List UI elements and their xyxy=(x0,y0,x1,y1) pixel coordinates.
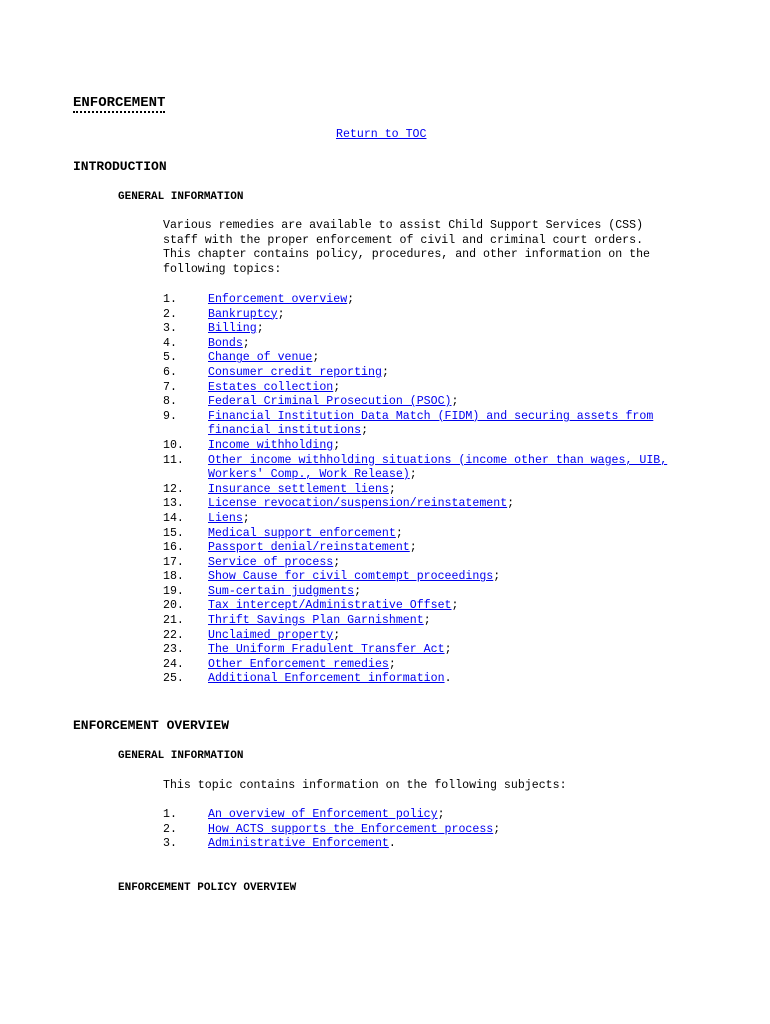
list-item xyxy=(163,483,698,498)
document-title: ENFORCEMENT xyxy=(73,95,166,111)
list-item-punctuation: ; xyxy=(388,482,396,496)
list-item xyxy=(163,439,698,454)
list-item xyxy=(163,308,698,323)
subjects-list xyxy=(163,808,698,852)
topic-link[interactable]: Additional Enforcement information xyxy=(208,672,445,686)
list-item-punctuation: ; xyxy=(451,599,459,613)
list-item-number: 7. xyxy=(163,380,177,394)
topic-link[interactable]: Financial Institution Data Match (FIDM) and securing assets from financial institutions xyxy=(208,409,654,438)
list-item-punctuation: . xyxy=(388,837,396,851)
topic-link[interactable]: Service of process xyxy=(208,555,334,569)
list-item-punctuation: ; xyxy=(333,555,341,569)
topic-link[interactable]: Federal Criminal Prosecution (PSOC) xyxy=(208,395,452,409)
list-item-number: 16. xyxy=(163,541,184,555)
list-item-punctuation: ; xyxy=(493,822,501,836)
list-item-punctuation: ; xyxy=(437,808,445,821)
list-item-punctuation: ; xyxy=(333,380,341,394)
list-item xyxy=(163,556,698,571)
topic-link[interactable]: Billing xyxy=(208,322,257,336)
topics-list xyxy=(163,293,698,687)
list-item-punctuation: ; xyxy=(333,438,341,452)
list-item xyxy=(163,337,698,352)
list-item xyxy=(163,629,698,644)
topic-link[interactable]: Bankruptcy xyxy=(208,307,278,321)
list-item xyxy=(163,351,698,366)
list-item-punctuation: ; xyxy=(388,657,396,671)
list-item-number: 19. xyxy=(163,584,184,598)
list-item-punctuation: ; xyxy=(242,511,250,525)
list-item xyxy=(163,643,698,658)
list-item-number: 23. xyxy=(163,643,184,657)
topic-link[interactable]: Thrift Savings Plan Garnishment xyxy=(208,614,424,628)
list-item-punctuation: ; xyxy=(451,395,459,409)
topic-link[interactable]: Other Enforcement remedies xyxy=(208,657,389,671)
list-item xyxy=(163,410,698,439)
list-item-number: 18. xyxy=(163,570,184,584)
topic-link[interactable]: Administrative Enforcement xyxy=(208,837,389,851)
topic-link[interactable]: Insurance settlement liens xyxy=(208,482,389,496)
topic-link[interactable]: Liens xyxy=(208,511,243,525)
list-item-punctuation: ; xyxy=(347,293,355,306)
list-item-punctuation: ; xyxy=(333,628,341,642)
topic-link[interactable]: Income withholding xyxy=(208,438,334,452)
list-item xyxy=(163,808,698,823)
list-item xyxy=(163,454,698,483)
list-item-punctuation: ; xyxy=(395,526,403,540)
topic-link[interactable]: The Uniform Fradulent Transfer Act xyxy=(208,643,445,657)
list-item xyxy=(163,585,698,600)
topic-link[interactable]: Bonds xyxy=(208,336,243,350)
intro-paragraph: Various remedies are available to assist Child Support Services (CSS) staff with the proper enforcement of civil and criminal court orders. This chapter contains policy, procedures, and other information on the following topics: xyxy=(163,219,651,276)
topic-link[interactable]: Other income withholding situations (income other than wages, UIB, Workers' Comp., Work Release) xyxy=(208,453,668,482)
overview-paragraph: This topic contains information on the following subjects: xyxy=(163,779,567,792)
list-item xyxy=(163,837,698,852)
list-item-number: 12. xyxy=(163,482,184,496)
list-item-punctuation: ; xyxy=(277,307,285,321)
list-item-punctuation: ; xyxy=(381,365,389,379)
list-item-number: 24. xyxy=(163,657,184,671)
list-item-number: 9. xyxy=(163,409,177,423)
list-item-number: 3. xyxy=(163,322,177,336)
topic-link[interactable]: Enforcement overview xyxy=(208,293,348,306)
list-item xyxy=(163,599,698,614)
list-item xyxy=(163,366,698,381)
list-item-punctuation: ; xyxy=(256,322,264,336)
topic-link[interactable]: Tax intercept/Administrative Offset xyxy=(208,599,452,613)
list-item xyxy=(163,527,698,542)
list-item xyxy=(163,614,698,629)
topic-link[interactable]: Medical support enforcement xyxy=(208,526,396,540)
list-item xyxy=(163,672,698,687)
list-item-number: 5. xyxy=(163,351,177,365)
list-item-number: 2. xyxy=(163,307,177,321)
intro-general-information-heading: GENERAL INFORMATION xyxy=(118,191,244,203)
list-item-number: 22. xyxy=(163,628,184,642)
list-item xyxy=(163,293,698,308)
list-item-number: 11. xyxy=(163,453,184,467)
list-item-number: 15. xyxy=(163,526,184,540)
return-to-toc-link[interactable]: Return to TOC xyxy=(336,128,427,141)
list-item-number: 3. xyxy=(163,837,177,851)
list-item-number: 20. xyxy=(163,599,184,613)
list-item-number: 8. xyxy=(163,395,177,409)
topic-link[interactable]: Change of venue xyxy=(208,351,313,365)
list-item xyxy=(163,322,698,337)
enforcement-policy-overview-heading: ENFORCEMENT POLICY OVERVIEW xyxy=(118,882,297,894)
list-item-punctuation: . xyxy=(444,672,452,686)
list-item-number: 13. xyxy=(163,497,184,511)
topic-link[interactable]: Passport denial/reinstatement xyxy=(208,541,410,555)
list-item xyxy=(163,570,698,585)
list-item-number: 1. xyxy=(163,808,177,821)
list-item-punctuation: ; xyxy=(444,643,452,657)
list-item-number: 4. xyxy=(163,336,177,350)
topic-link[interactable]: An overview of Enforcement policy xyxy=(208,808,438,821)
list-item-number: 1. xyxy=(163,293,177,306)
list-item-number: 6. xyxy=(163,365,177,379)
list-item-number: 25. xyxy=(163,672,184,686)
list-item-punctuation: ; xyxy=(361,424,369,438)
topic-link[interactable]: How ACTS supports the Enforcement process xyxy=(208,822,494,836)
list-item-number: 14. xyxy=(163,511,184,525)
topic-link[interactable]: Consumer credit reporting xyxy=(208,365,382,379)
list-item-number: 2. xyxy=(163,822,177,836)
list-item-number: 17. xyxy=(163,555,184,569)
list-item-punctuation: ; xyxy=(354,584,362,598)
list-item-punctuation: ; xyxy=(312,351,320,365)
list-item-punctuation: ; xyxy=(409,541,417,555)
list-item-number: 21. xyxy=(163,614,184,628)
list-item xyxy=(163,512,698,527)
list-item xyxy=(163,541,698,556)
topic-link[interactable]: Estates collection xyxy=(208,380,334,394)
list-item-punctuation: ; xyxy=(242,336,250,350)
list-item xyxy=(163,497,698,512)
list-item xyxy=(163,395,698,410)
list-item xyxy=(163,381,698,396)
list-item-punctuation: ; xyxy=(423,614,431,628)
overview-general-information-heading: GENERAL INFORMATION xyxy=(118,750,244,762)
list-item xyxy=(163,823,698,838)
list-item-punctuation: ; xyxy=(507,497,515,511)
list-item-punctuation: ; xyxy=(409,468,417,482)
list-item-number: 10. xyxy=(163,438,184,452)
topic-link[interactable]: Sum-certain judgments xyxy=(208,584,355,598)
enforcement-overview-heading: ENFORCEMENT OVERVIEW xyxy=(73,718,230,733)
topic-link[interactable]: License revocation/suspension/reinstatement xyxy=(208,497,508,511)
list-item-punctuation: ; xyxy=(493,570,501,584)
introduction-heading: INTRODUCTION xyxy=(73,159,167,174)
topic-link[interactable]: Show Cause for civil comtempt proceedings xyxy=(208,570,494,584)
list-item xyxy=(163,658,698,673)
topic-link[interactable]: Unclaimed property xyxy=(208,628,334,642)
